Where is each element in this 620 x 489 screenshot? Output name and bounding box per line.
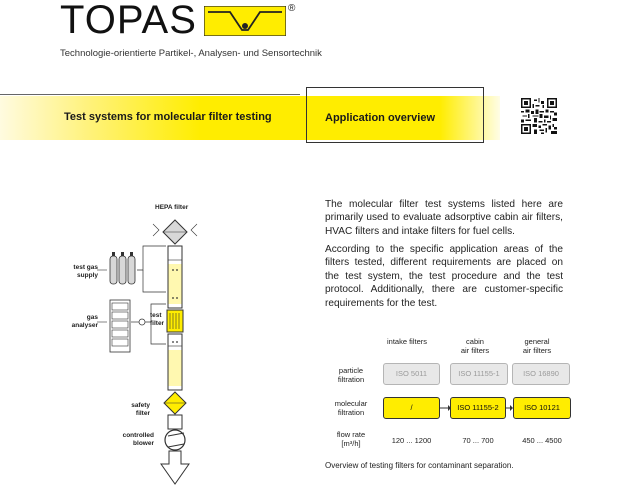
row-label-flow-line2: [m³/h] (341, 439, 361, 448)
label-test-gas: test gas (73, 264, 98, 271)
col-header-intake (378, 337, 436, 346)
qr-code-icon[interactable] (521, 98, 557, 134)
label-gas: gas (86, 314, 98, 321)
label-safety: safety (131, 402, 150, 409)
col-header-intake-label: intake filters (386, 337, 428, 346)
cell-molecular-general: ISO 10121 (513, 397, 571, 419)
row-label-flow-line1: flow rate (336, 430, 366, 439)
row-label-molecular-line2: filtration (337, 408, 365, 417)
row-label-particle-line2: filtration (337, 375, 365, 384)
col-header-cabin (446, 337, 504, 355)
intro-paragraph-2: According to the specific application areas of the filters tested, different requirements are placed on the test system, the test procedure and the test protocol. Additionally, there are customer-specific requirements for the test. (325, 244, 563, 309)
col-header-general-line1: general (524, 337, 550, 346)
cell-particle-general: ISO 16890 (512, 363, 570, 385)
cell-particle-cabin: ISO 11155-1 (450, 363, 508, 385)
document-title: Test systems for molecular filter testing (64, 111, 272, 123)
gas-cylinders-icon (110, 252, 135, 284)
cell-particle-intake: ISO 5011 (383, 363, 440, 385)
row-label-molecular-line1: molecular (334, 399, 368, 408)
label-analyser: analyser (71, 322, 98, 329)
row-label-particle-line1: particle (338, 366, 364, 375)
col-header-general-line2: air filters (522, 346, 552, 355)
label-blower: blower (133, 440, 154, 447)
cell-molecular-cabin: ISO 11155-2 (450, 397, 506, 419)
label-hepa-filter: HEPA filter (155, 204, 189, 211)
company-logo-text: TOPAS (60, 0, 197, 42)
registered-mark: ® (288, 3, 296, 14)
cell-flow-intake: 120 ... 1200 (391, 436, 432, 445)
row-label-particle (325, 366, 377, 384)
company-tagline: Technologie-orientierte Partikel-, Analysen- und Sensortechnik (60, 48, 322, 59)
cell-flow-cabin: 70 ... 700 (462, 436, 494, 445)
logo-mark-icon (204, 6, 286, 36)
intro-paragraph-1: The molecular filter test systems listed here are primarily used to evaluate adsorptive cabin air filters, HVAC filters and intake filters for fuel cells. (325, 199, 563, 237)
label-filter: filter (150, 320, 165, 327)
row-label-flow (325, 430, 377, 448)
label-test: test (150, 312, 162, 319)
band-top-line (0, 94, 300, 95)
col-header-cabin-line2: air filters (460, 346, 490, 355)
outlet-arrow-icon (161, 451, 189, 484)
section-title: Application overview (325, 112, 436, 124)
label-controlled: controlled (122, 432, 154, 439)
test-filter-icon (167, 310, 183, 332)
col-header-general (508, 337, 566, 355)
col-header-cabin-line1: cabin (466, 337, 484, 346)
label-supply: supply (77, 272, 98, 279)
table-caption: Overview of testing filters for contaminant separation. (325, 461, 514, 470)
row-label-molecular (325, 399, 377, 417)
label-safety-filter: filter (135, 410, 150, 417)
cell-flow-general: 450 ... 4500 (522, 436, 562, 445)
cell-molecular-intake: / (383, 397, 440, 419)
gas-analyser-icon (110, 300, 130, 352)
